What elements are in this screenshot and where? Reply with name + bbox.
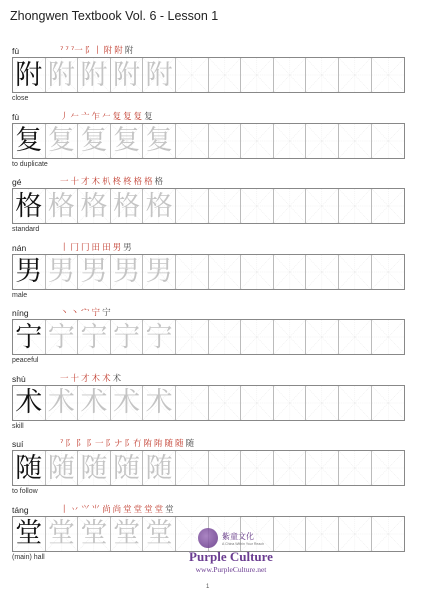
model-character: 术 <box>15 387 43 418</box>
stroke-step: 亠 <box>81 111 90 122</box>
blank-cell[interactable] <box>209 189 242 223</box>
stroke-step: ⁷ <box>65 46 69 56</box>
stroke-step: 男 <box>123 242 132 253</box>
trace-cell[interactable] <box>111 189 144 223</box>
writing-grid <box>12 57 405 93</box>
trace-cell[interactable] <box>111 451 144 485</box>
meaning-label: (main) hall <box>12 553 45 561</box>
pinyin-label: shù <box>12 373 26 384</box>
trace-character: 随 <box>47 452 75 484</box>
blank-cell[interactable] <box>241 58 274 92</box>
stroke-step: 木 <box>91 177 101 187</box>
trace-cell[interactable] <box>46 386 79 420</box>
stroke-step: 丨 <box>60 504 69 515</box>
stroke-step: 格 <box>154 177 164 187</box>
blank-cell[interactable] <box>306 255 339 289</box>
trace-character: 术 <box>113 387 141 418</box>
writing-grid <box>12 450 405 486</box>
trace-cell[interactable] <box>46 124 79 158</box>
trace-character: 宁 <box>145 321 173 353</box>
blank-cell[interactable] <box>372 320 405 354</box>
blank-cell[interactable] <box>306 320 339 354</box>
writing-grid <box>12 123 405 159</box>
stroke-order <box>60 504 174 516</box>
watermark-tagline: A China Within Your Reach <box>221 541 265 546</box>
stroke-step: 术 <box>112 373 122 384</box>
writing-grid <box>12 319 405 355</box>
blank-cell[interactable] <box>372 517 405 551</box>
trace-cell[interactable] <box>78 517 111 551</box>
blank-cell[interactable] <box>372 255 405 289</box>
blank-cell[interactable] <box>176 189 209 223</box>
trace-cell[interactable] <box>46 451 79 485</box>
stroke-step: 阝ナ <box>105 439 123 449</box>
stroke-step: 格 <box>133 177 143 187</box>
stroke-step: 柊 <box>112 177 122 187</box>
blank-cell[interactable] <box>274 451 307 485</box>
blank-cell[interactable] <box>241 451 274 485</box>
blank-cell[interactable] <box>176 58 209 92</box>
trace-character: 术 <box>47 387 75 418</box>
trace-cell[interactable] <box>143 320 176 354</box>
blank-cell[interactable] <box>339 386 372 420</box>
blank-cell[interactable] <box>372 386 405 420</box>
stroke-step: 宀 <box>81 308 90 318</box>
stroke-step: 丨 <box>60 242 69 253</box>
blank-cell[interactable] <box>339 189 372 223</box>
trace-cell[interactable] <box>111 320 144 354</box>
blank-cell[interactable] <box>176 320 209 354</box>
blank-cell[interactable] <box>339 320 372 354</box>
watermark-chinese: 紫童文化 <box>221 531 254 541</box>
stroke-step: 复 <box>112 111 122 122</box>
stroke-step: 冂 <box>70 242 80 253</box>
practice-row <box>12 179 416 239</box>
stroke-step: 朳 <box>102 177 111 187</box>
stroke-step: 宁 <box>91 308 101 318</box>
practice-row <box>12 310 416 370</box>
blank-cell[interactable] <box>274 189 307 223</box>
model-cell[interactable] <box>13 386 46 420</box>
blank-cell[interactable] <box>176 386 209 420</box>
stroke-step: ⁷ <box>60 439 64 449</box>
blank-cell[interactable] <box>241 189 274 223</box>
stroke-order <box>60 307 111 319</box>
trace-character: 宁 <box>47 321 75 353</box>
stroke-step: 陏 <box>143 439 153 449</box>
stroke-step: 格 <box>144 177 153 187</box>
stroke-step: 堂 <box>154 504 164 515</box>
blank-cell[interactable] <box>306 189 339 223</box>
stroke-step: 术 <box>102 373 111 384</box>
model-character: 格 <box>15 190 43 222</box>
model-character: 堂 <box>15 518 43 549</box>
stroke-step: 阝 <box>65 439 74 449</box>
blank-cell[interactable] <box>209 386 242 420</box>
trace-cell[interactable] <box>111 386 144 420</box>
blank-cell[interactable] <box>339 124 372 158</box>
trace-cell[interactable] <box>78 124 111 158</box>
model-cell[interactable] <box>13 517 46 551</box>
blank-cell[interactable] <box>339 58 372 92</box>
meaning-label: skill <box>12 422 24 430</box>
trace-cell[interactable] <box>46 189 79 223</box>
trace-cell[interactable] <box>111 58 144 92</box>
trace-character: 堂 <box>47 518 75 549</box>
trace-cell[interactable] <box>143 451 176 485</box>
trace-cell[interactable] <box>143 255 176 289</box>
blank-cell[interactable] <box>209 320 242 354</box>
trace-character: 随 <box>113 452 141 484</box>
stroke-order <box>60 438 194 450</box>
stroke-step: 陏 <box>154 439 163 449</box>
model-character: 复 <box>15 125 43 156</box>
stroke-step: 宁 <box>102 308 111 318</box>
model-character: 男 <box>15 256 43 287</box>
blank-cell[interactable] <box>241 386 274 420</box>
pinyin-label: nán <box>12 242 27 253</box>
stroke-step: 柊 <box>123 177 132 187</box>
trace-cell[interactable] <box>78 255 111 289</box>
writing-grid <box>12 254 405 290</box>
meaning-label: peaceful <box>12 357 39 364</box>
trace-character: 附 <box>145 59 173 91</box>
blank-cell[interactable] <box>274 124 307 158</box>
stroke-step: 才 <box>81 177 90 187</box>
model-character: 附 <box>15 59 43 91</box>
stroke-order <box>60 176 163 188</box>
model-cell[interactable] <box>13 189 46 223</box>
stroke-step: 堂 <box>133 504 143 515</box>
blank-cell[interactable] <box>372 124 405 158</box>
pinyin-label: níng <box>12 308 29 318</box>
stroke-step: 冂 <box>81 242 90 253</box>
trace-character: 复 <box>80 125 108 156</box>
trace-character: 随 <box>145 452 173 484</box>
stroke-step: 尚 <box>112 504 122 515</box>
blank-cell[interactable] <box>306 386 339 420</box>
stroke-step: 阝一 <box>86 439 104 449</box>
stroke-order <box>60 111 153 123</box>
stroke-step: 十 <box>70 177 80 187</box>
trace-character: 复 <box>145 125 173 156</box>
trace-cell[interactable] <box>143 58 176 92</box>
stroke-step: 丷 <box>70 504 80 515</box>
meaning-label: male <box>12 291 28 299</box>
practice-row <box>12 441 416 501</box>
watermark-url: www.PurpleCulture.net <box>195 565 267 574</box>
model-cell[interactable] <box>13 255 46 289</box>
model-character: 随 <box>15 452 43 484</box>
stroke-step: 丶 <box>70 308 80 318</box>
blank-cell[interactable] <box>306 517 339 551</box>
stroke-step: 随 <box>185 439 195 449</box>
trace-cell[interactable] <box>78 58 111 92</box>
stroke-step: 十 <box>70 373 80 384</box>
stroke-step: ⺍ <box>81 504 90 515</box>
stroke-step: 一 <box>60 373 69 384</box>
trace-character: 附 <box>47 59 75 91</box>
blank-cell[interactable] <box>176 124 209 158</box>
trace-cell[interactable] <box>111 124 144 158</box>
page-title: Zhongwen Textbook Vol. 6 - Lesson 1 <box>10 9 219 23</box>
blank-cell[interactable] <box>274 58 307 92</box>
trace-cell[interactable] <box>143 124 176 158</box>
pinyin-label: fù <box>12 111 20 122</box>
blank-cell[interactable] <box>372 58 405 92</box>
stroke-step: 男 <box>112 242 122 253</box>
blank-cell[interactable] <box>339 517 372 551</box>
blank-cell[interactable] <box>306 58 339 92</box>
trace-character: 复 <box>113 125 141 156</box>
stroke-step: 阝丨 <box>84 46 102 56</box>
trace-cell[interactable] <box>46 320 79 354</box>
page-number: 1 <box>206 584 210 590</box>
stroke-step: 随 <box>175 439 184 449</box>
trace-character: 男 <box>145 256 173 287</box>
practice-row <box>12 373 416 436</box>
trace-character: 术 <box>80 387 108 418</box>
model-cell[interactable] <box>13 58 46 92</box>
stroke-step: ⁷一 <box>70 46 83 56</box>
trace-character: 男 <box>80 256 108 287</box>
stroke-step: 才 <box>81 373 90 384</box>
trace-character: 复 <box>47 125 75 156</box>
trace-character: 格 <box>113 190 141 222</box>
trace-cell[interactable] <box>78 386 111 420</box>
model-cell[interactable] <box>13 451 46 485</box>
blank-cell[interactable] <box>241 320 274 354</box>
blank-cell[interactable] <box>241 124 274 158</box>
trace-cell[interactable] <box>143 386 176 420</box>
publisher-watermark <box>166 528 296 574</box>
stroke-order <box>60 242 132 254</box>
stroke-step: 阝 <box>75 439 85 449</box>
blank-cell[interactable] <box>372 189 405 223</box>
stroke-step: 堂 <box>165 504 174 515</box>
blank-cell[interactable] <box>339 451 372 485</box>
stroke-step: 田 <box>102 242 111 253</box>
writing-grid <box>12 385 405 421</box>
stroke-order <box>60 45 133 57</box>
trace-cell[interactable] <box>46 517 79 551</box>
stroke-step: 堂 <box>144 504 153 515</box>
trace-character: 格 <box>80 190 108 222</box>
model-character: 宁 <box>15 321 43 353</box>
trace-character: 堂 <box>145 518 173 549</box>
stroke-step: 丶 <box>60 308 69 318</box>
practice-row <box>12 111 416 174</box>
trace-character: 宁 <box>113 321 141 353</box>
blank-cell[interactable] <box>339 255 372 289</box>
trace-character: 附 <box>80 59 108 91</box>
pinyin-label: táng <box>12 504 29 515</box>
blank-cell[interactable] <box>306 124 339 158</box>
trace-cell[interactable] <box>143 189 176 223</box>
blank-cell[interactable] <box>209 58 242 92</box>
meaning-label: close <box>12 95 29 102</box>
trace-cell[interactable] <box>78 320 111 354</box>
stroke-step: 一 <box>60 177 69 187</box>
blank-cell[interactable] <box>209 451 242 485</box>
trace-cell[interactable] <box>78 189 111 223</box>
trace-character: 格 <box>47 190 75 222</box>
stroke-step: ⁷ <box>60 46 64 56</box>
blank-cell[interactable] <box>274 255 307 289</box>
stroke-step: ⺌ <box>91 504 101 515</box>
stroke-step: 木 <box>91 373 101 384</box>
blank-cell[interactable] <box>372 451 405 485</box>
trace-cell[interactable] <box>111 255 144 289</box>
trace-character: 格 <box>145 190 173 222</box>
model-cell[interactable] <box>13 320 46 354</box>
stroke-step: 复 <box>123 111 132 122</box>
trace-character: 男 <box>113 256 141 287</box>
meaning-label: to duplicate <box>12 160 48 168</box>
meaning-label: to follow <box>12 488 38 495</box>
practice-row <box>12 242 416 305</box>
stroke-step: 尚 <box>102 504 111 515</box>
watermark-name: Purple Culture <box>189 549 273 564</box>
blank-cell[interactable] <box>274 386 307 420</box>
stroke-step: 附 <box>103 46 113 56</box>
trace-character: 术 <box>145 387 173 418</box>
stroke-step: 附 <box>114 46 123 56</box>
stroke-step: 𠂉 <box>102 111 111 122</box>
meaning-label: standard <box>12 226 40 233</box>
publisher-logo-icon <box>198 528 218 548</box>
trace-cell[interactable] <box>46 58 79 92</box>
trace-cell[interactable] <box>46 255 79 289</box>
pinyin-label: suí <box>12 439 24 449</box>
stroke-step: 附 <box>124 46 134 56</box>
stroke-order <box>60 373 121 385</box>
trace-character: 附 <box>113 59 141 91</box>
stroke-step: 田 <box>91 242 101 253</box>
blank-cell[interactable] <box>209 255 242 289</box>
stroke-step: 乍 <box>91 111 101 122</box>
stroke-step: 随 <box>164 439 174 449</box>
model-cell[interactable] <box>13 124 46 158</box>
trace-character: 男 <box>47 256 75 287</box>
trace-character: 随 <box>80 452 108 484</box>
stroke-step: 丿 <box>60 111 69 122</box>
blank-cell[interactable] <box>274 320 307 354</box>
trace-cell[interactable] <box>111 517 144 551</box>
stroke-step: 复 <box>133 111 143 122</box>
pinyin-label: fù <box>12 46 20 56</box>
blank-cell[interactable] <box>241 255 274 289</box>
stroke-step: 阝冇 <box>124 439 142 449</box>
blank-cell[interactable] <box>176 255 209 289</box>
blank-cell[interactable] <box>176 451 209 485</box>
blank-cell[interactable] <box>306 451 339 485</box>
trace-cell[interactable] <box>78 451 111 485</box>
trace-character: 宁 <box>80 321 108 353</box>
stroke-step: 复 <box>144 111 153 122</box>
stroke-step: 𠂉 <box>70 111 80 122</box>
pinyin-label: gé <box>12 177 22 187</box>
trace-character: 堂 <box>80 518 108 549</box>
practice-row <box>12 48 416 108</box>
stroke-step: 堂 <box>123 504 132 515</box>
writing-grid <box>12 188 405 224</box>
trace-character: 堂 <box>113 518 141 549</box>
blank-cell[interactable] <box>209 124 242 158</box>
